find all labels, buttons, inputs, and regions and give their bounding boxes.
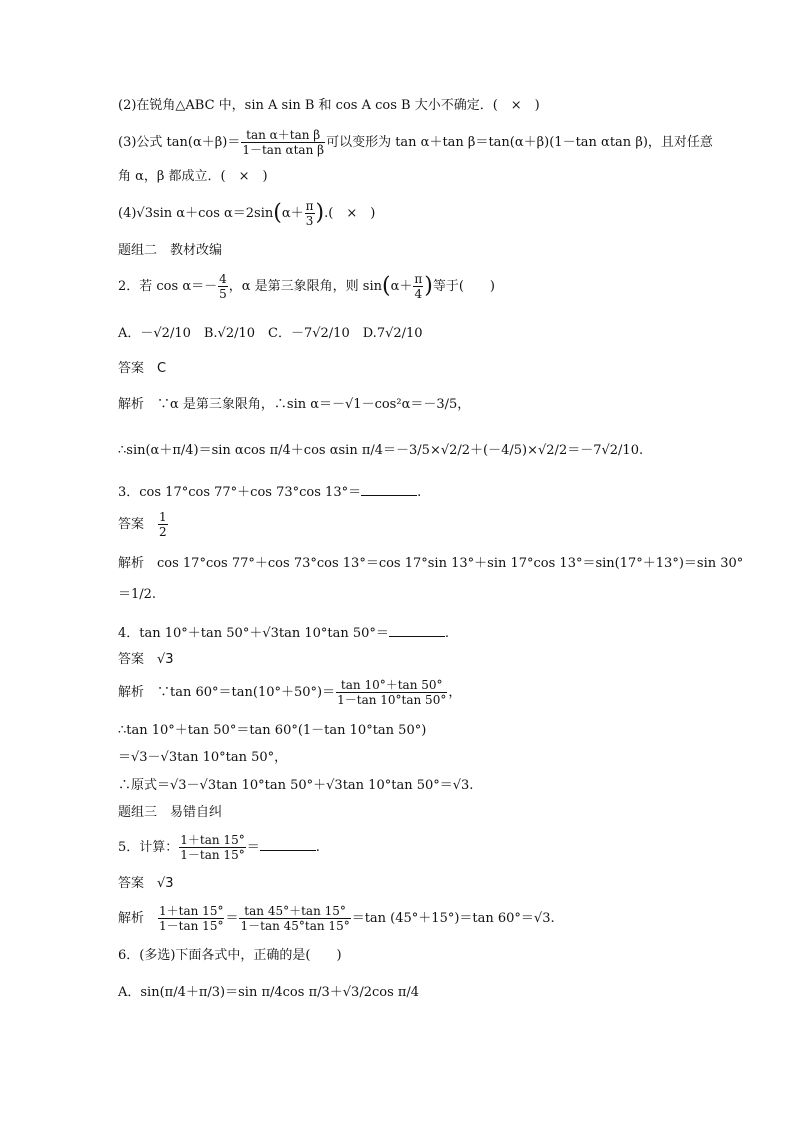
explanation-4-line1: 解析 ∵tan 60°＝tan(10°＋50°)＝ $\frac{\tan 10^\circ+\tan 50^\circ}{1-\tan 10^\circ\tan 50^\circ}$ ，: [118, 678, 462, 707]
answer-blank: [361, 483, 417, 496]
section-heading-3: 题组三 易错自纠: [118, 805, 223, 820]
answer-3: 答案 $\frac{1}{2}$: [118, 510, 167, 539]
answer-5: 答案 √3: [118, 876, 174, 891]
explanation-4-line4: ∴原式＝√3－√3tan 10°tan 50°＋√3tan 10°tan 50°＝√3.: [118, 778, 474, 793]
explanation-4-line2: ∴tan 10°＋tan 50°＝tan 60°(1－tan 10°tan 50°): [118, 723, 427, 738]
question-2-options: A．－√2/10 B.√2/10 C．－7√2/10 D.7√2/10: [118, 326, 423, 341]
answer-blank: [389, 624, 445, 637]
explanation-2-line1: 解析 ∵α 是第三象限角，∴sin α＝－√1－cos²α＝－3/5，: [118, 397, 471, 412]
answer-4: 答案 √3: [118, 652, 174, 667]
question-6: 6．(多选)下面各式中，正确的是( ): [118, 948, 342, 963]
answer-blank: [260, 838, 316, 851]
question-4: 4．tan 10°＋tan 50°＋√3tan 10°tan 50°＝ .: [118, 626, 450, 641]
explanation-3-line2: ＝1/2.: [118, 587, 157, 602]
question-6-option-a: A．sin(π/4＋π/3)＝sin π/4cos π/3＋√3/2cos π/4: [118, 985, 420, 1000]
section-heading-2: 题组二 教材改编: [118, 243, 223, 258]
explanation-5: 解析 $\frac{1+\tan 15^\circ}{1-\tan 15^\circ}$ ＝ $\frac{\tan 45^\circ+\tan 15^\circ}{1-\tan 45^\circ\tan 15^\circ}$ ＝tan (45°＋15°)＝tan 60°＝√3.: [118, 904, 555, 933]
question-5: 5．计算： $\frac{1+\tan 15^\circ}{1-\tan 15^\circ}$ ＝ .: [118, 833, 320, 862]
explanation-3-line1: 解析 cos 17°cos 77°＋cos 73°cos 13°＝cos 17°sin 13°＋sin 17°cos 13°＝sin(17°＋13°)＝sin 30°: [118, 556, 744, 571]
line-3: (3)公式 tan(α＋β)＝ $\frac{\text{tan α＋tan β}}{\text{1－tan αtan β}}$ 可以变形为 tan α＋tan β＝tan(α＋β)(1－tan αtan β)，且对任意: [118, 128, 713, 157]
line-4: (4)√3sin α＋cos α＝2sin(α＋ $\frac{\pi}{3}$ ).( × ): [118, 199, 376, 228]
question-2: 2．若 cos α＝－ $\frac{4}{5}$ ，α 是第三象限角，则 sin(α＋ $\frac{\pi}{4}$ )等于( ): [118, 272, 495, 301]
explanation-2-line2: ∴sin(α＋π/4)＝sin αcos π/4＋cos αsin π/4＝－3/5×√2/2＋(－4/5)×√2/2＝－7√2/10.: [118, 443, 644, 458]
explanation-4-line3: ＝√3－√3tan 10°tan 50°，: [118, 750, 288, 765]
question-3: 3．cos 17°cos 77°＋cos 73°cos 13°＝ .: [118, 485, 422, 500]
line-3-cont: 角 α，β 都成立．( × ): [118, 169, 268, 184]
answer-2: 答案 C: [118, 361, 167, 376]
tan-sum-fraction: $\frac{\text{tan α＋tan β}}{\text{1－tan αtan β}}$: [242, 128, 325, 157]
line-2: (2)在锐角△ABC 中，sin A sin B 和 cos A cos B 大小不确定．( × ): [118, 98, 540, 113]
